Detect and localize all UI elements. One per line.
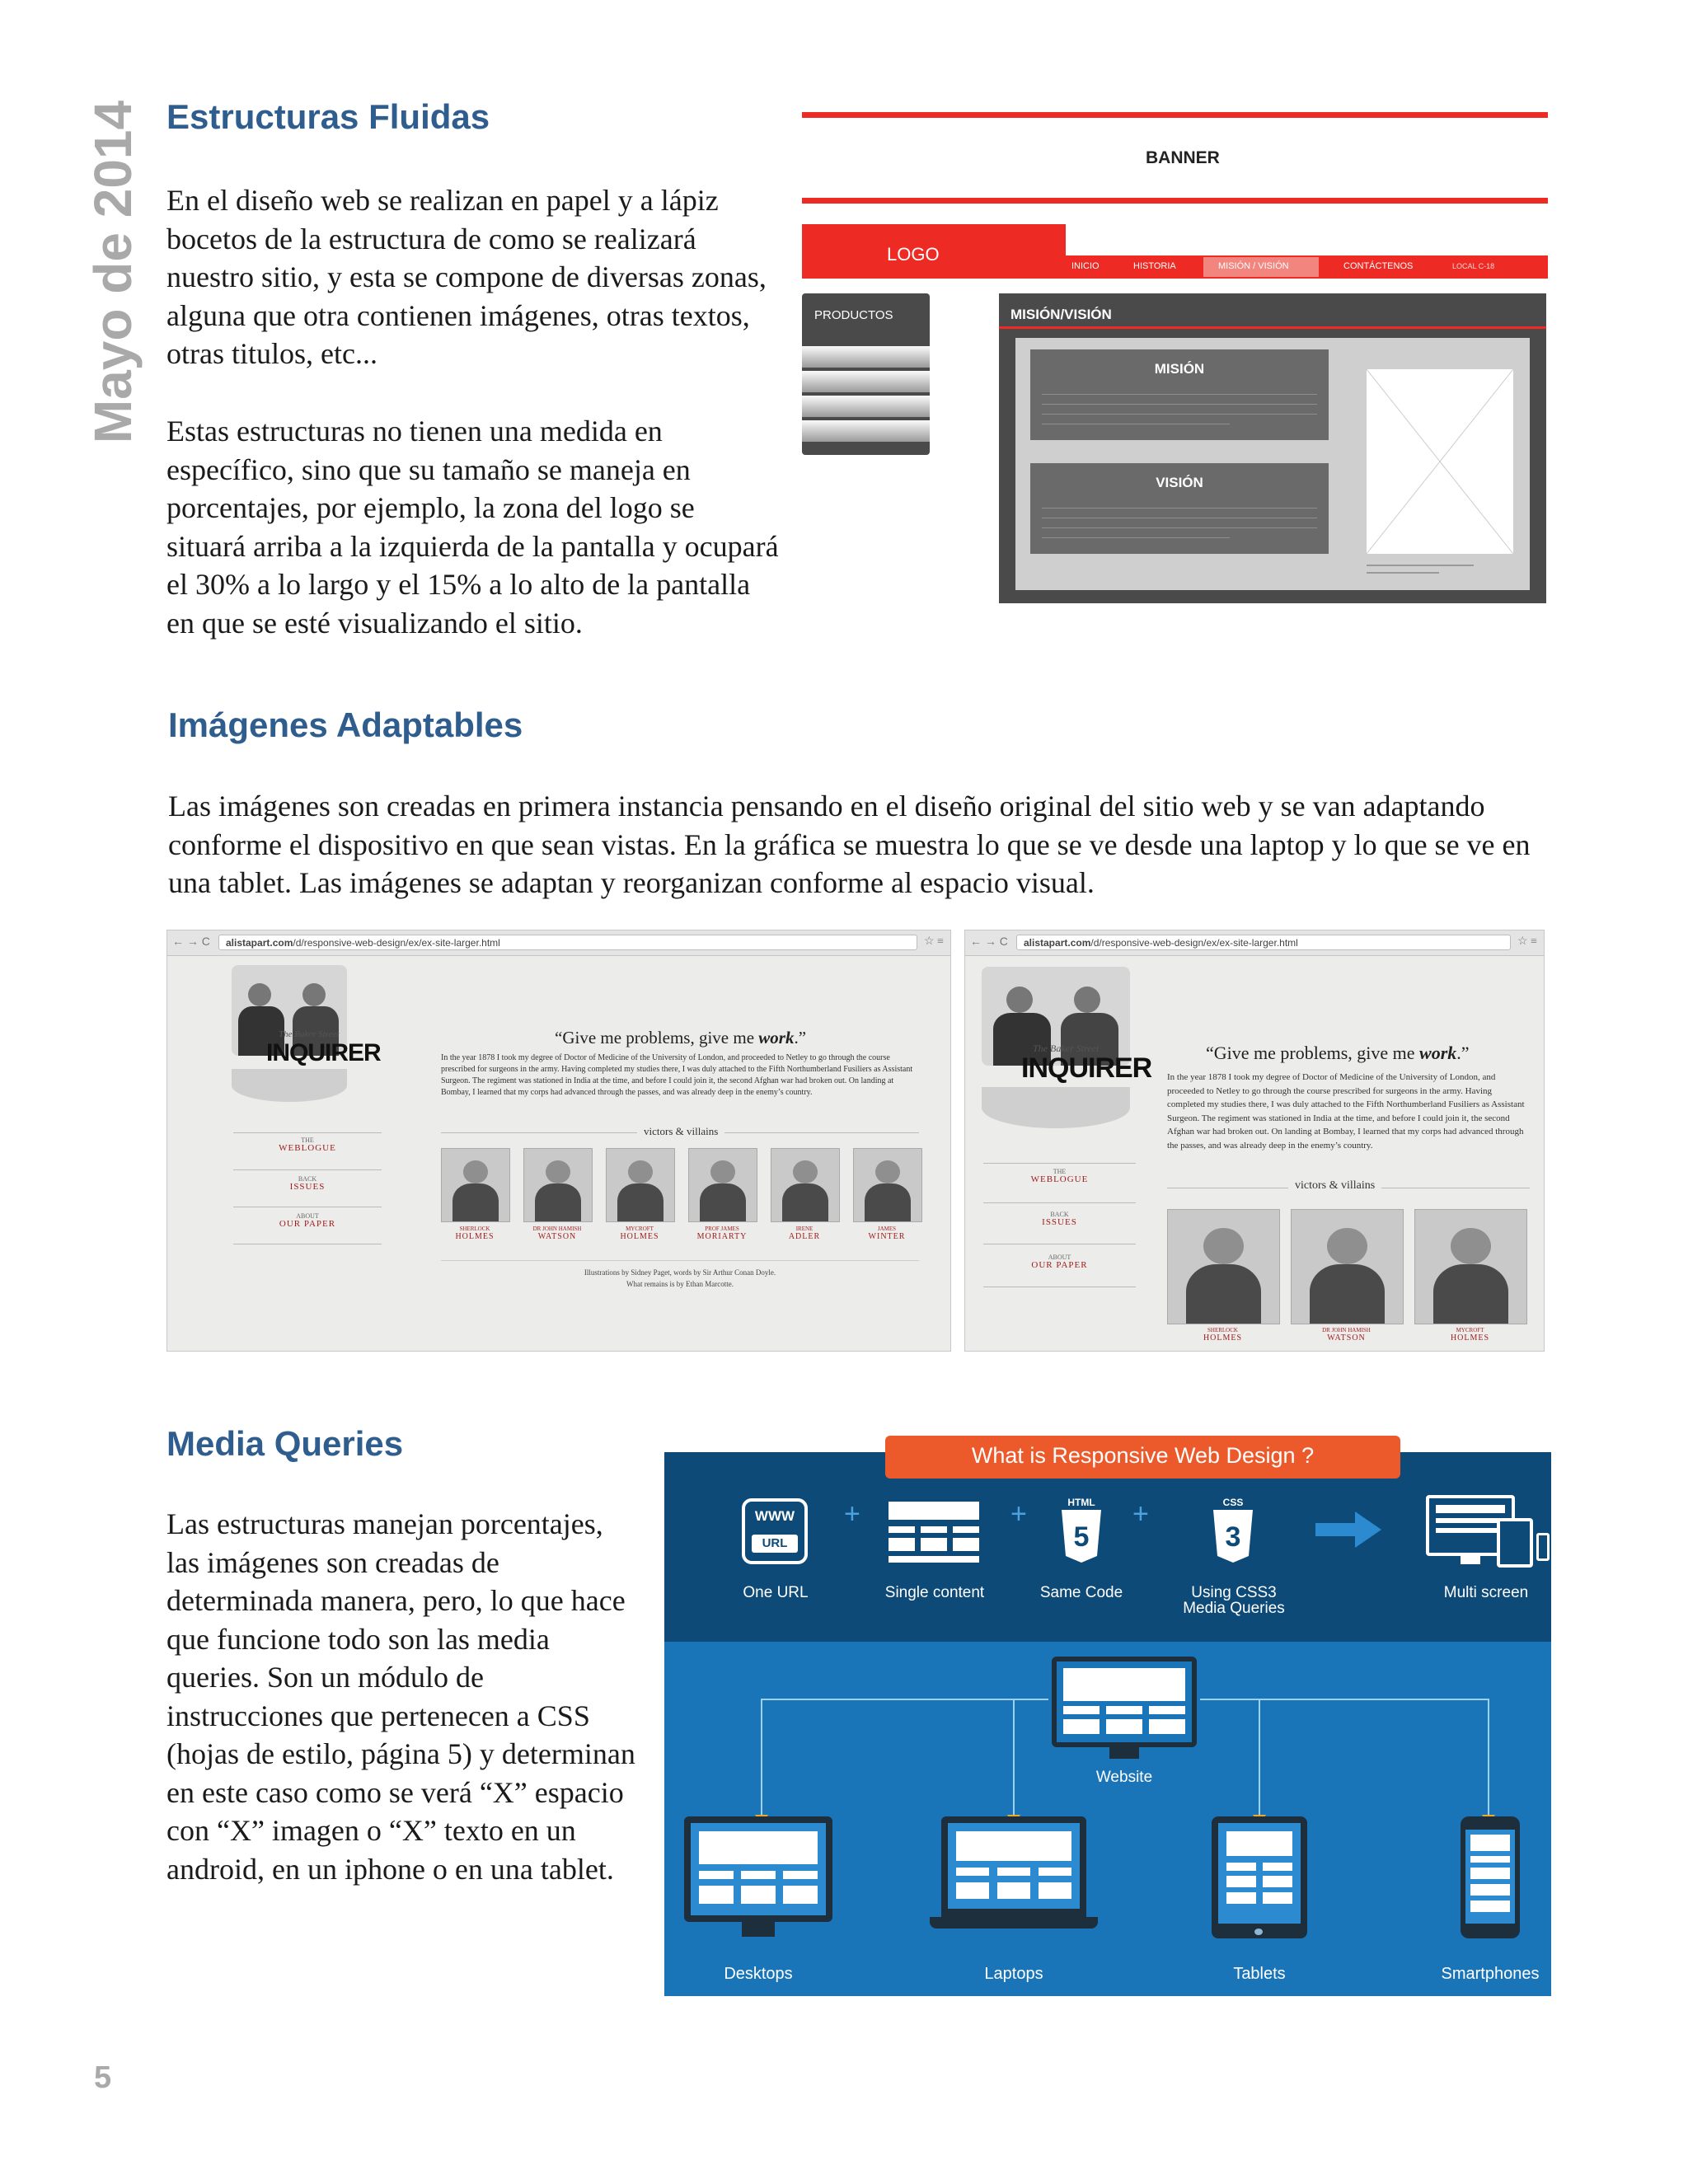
heading-estructuras-fluidas: Estructuras Fluidas xyxy=(166,97,490,136)
browser-toolbar-2 xyxy=(965,930,1544,956)
char-small-3[interactable]: MYCROFT xyxy=(626,1226,654,1232)
browser-url-bar xyxy=(218,935,917,950)
wireframe-diagram xyxy=(799,107,1550,610)
nav-extra: LOCAL C-18 xyxy=(1452,262,1495,270)
productos-row-2 xyxy=(802,371,930,392)
browser-toolbar xyxy=(167,930,950,956)
browser-menu-icon: ☆ ≡ xyxy=(924,935,944,948)
laptop-icon xyxy=(941,1816,1086,1917)
masthead-chair-2 xyxy=(982,1087,1130,1128)
panel-title-line xyxy=(999,326,1546,329)
rwd-infographic xyxy=(664,1443,1551,1996)
sidebar-date-text: Mayo de 2014 xyxy=(83,100,143,444)
tablet-nav-weblogue[interactable]: WEBLOGUE xyxy=(1030,1174,1089,1184)
vision-label: VISIÓN xyxy=(1156,475,1203,490)
plus-icon-2: + xyxy=(1010,1498,1027,1530)
browser-menu-icon-2: ☆ ≡ xyxy=(1517,935,1537,948)
tablet-quote: “Give me problems, give me work.” xyxy=(1206,1043,1470,1063)
portrait-5 xyxy=(771,1148,840,1222)
char-big-1[interactable]: HOLMES xyxy=(455,1232,495,1241)
char-big-6[interactable]: WINTER xyxy=(868,1232,906,1241)
tablet-nav-small-1[interactable]: THE xyxy=(1053,1168,1067,1175)
sidebar-date xyxy=(83,100,143,444)
productos-label: PRODUCTOS xyxy=(814,308,893,322)
vision-box xyxy=(1030,463,1329,554)
logo-label: LOGO xyxy=(887,244,940,265)
nav-small-2[interactable]: BACK xyxy=(298,1175,317,1183)
site-name: INQUIRER xyxy=(266,1039,381,1066)
char-big-2[interactable]: WATSON xyxy=(537,1232,577,1241)
smartphone-icon xyxy=(1461,1816,1520,1938)
nav-item-mision: MISIÓN / VISIÓN xyxy=(1218,261,1289,271)
banner-bottom-line xyxy=(802,198,1548,204)
label-desktops: Desktops xyxy=(724,1965,793,1983)
char-small-2[interactable]: DR JOHN HAMISH xyxy=(532,1226,582,1232)
portrait-6 xyxy=(853,1148,922,1222)
nav-small-3[interactable]: ABOUT xyxy=(296,1212,319,1220)
label-css3: Using CSS3 xyxy=(1191,1584,1277,1601)
banner-top-line xyxy=(802,112,1548,118)
nav-our-paper[interactable]: OUR PAPER xyxy=(279,1219,336,1229)
svg-text:5: 5 xyxy=(1073,1521,1090,1553)
portrait-2 xyxy=(523,1148,593,1222)
char-small-6[interactable]: JAMES xyxy=(877,1226,897,1232)
tablet-subtitle: victors & villains xyxy=(1288,1179,1381,1193)
tablet-char-small-2[interactable]: DR JOHN HAMISH xyxy=(1322,1327,1371,1333)
portrait-1 xyxy=(441,1148,510,1222)
browser-url-bar-2 xyxy=(1016,935,1511,950)
plus-icon-3: + xyxy=(1132,1498,1149,1530)
tablet-nav-our-paper[interactable]: OUR PAPER xyxy=(1031,1260,1088,1270)
heading-media-queries: Media Queries xyxy=(166,1424,404,1463)
portrait-3 xyxy=(606,1148,675,1222)
url-domain-2: alistapart.com xyxy=(1024,937,1091,949)
label-multi-screen: Multi screen xyxy=(1443,1584,1529,1601)
url-path-2: /d/responsive-web-design/ex/ex-site-larger.html xyxy=(1090,937,1298,949)
nav-item-historia: HISTORIA xyxy=(1133,261,1176,271)
paragraph-estructuras-2: Estas estructuras no tienen una medida en específico, sino que su tamaño se maneja en porcentajes, por ejemplo, la zona del logo se situará arriba a la izquierda de la pantalla y ocupará el 30% a lo largo y el 15% a lo alto de la pantalla en que se esté visualizando el sitio. xyxy=(166,415,779,640)
caption-line-2 xyxy=(1367,572,1439,574)
productos-row-1 xyxy=(802,346,930,368)
portrait-4 xyxy=(688,1148,757,1222)
nav-small-1[interactable]: THE xyxy=(301,1137,314,1144)
subtitle: victors & villains xyxy=(637,1125,724,1138)
tablet-article-body: In the year 1878 I took my degree of Doctor of Medicine of the University of London, and proceeded to Netley to go through the course prescribed for surgeons in the army. Having completed my studies there, I was duly attached to the Fifth Northumberland Fusiliers as Assistant Surgeon. The regiment was stationed in India at the time, and before I could join it, the second Afghan war had broken out. On landing at Bombay, I learned that my corps had advanced through the passes, and was already deep in the enemy’s country. xyxy=(1167,1072,1525,1151)
rwd-title: What is Responsive Web Design ? xyxy=(971,1443,1315,1468)
css-badge: CSS xyxy=(1222,1497,1244,1508)
label-tablets: Tablets xyxy=(1233,1965,1286,1983)
plus-icon-1: + xyxy=(844,1498,860,1530)
html-badge: HTML xyxy=(1067,1497,1095,1508)
tablet-home-button xyxy=(1254,1929,1263,1935)
tablet-portrait-2 xyxy=(1291,1209,1404,1324)
mision-label: MISIÓN xyxy=(1154,361,1205,377)
image-placeholder xyxy=(1367,369,1513,554)
char-big-4[interactable]: MORIARTY xyxy=(696,1232,748,1241)
masthead-chair xyxy=(232,1069,347,1102)
url-badge: URL xyxy=(752,1535,798,1553)
char-small-1[interactable]: SHERLOCK xyxy=(459,1226,490,1232)
browser-nav-icons-2: ← → C xyxy=(970,935,1008,948)
tablet-char-big-1[interactable]: HOLMES xyxy=(1203,1333,1243,1343)
paragraph-media-queries: Las estructuras manejan porcentajes, las imágenes son creadas de determinada manera, pero, lo que hace que funcione todo son las media queries. Son un módulo de instrucciones que pertenecen a CSS (hojas de estilo, página 5) y determinan en este caso como se verá “X” espacio con “X” imagen o “X” texto en un android, en un iphone o en una tablet. xyxy=(166,1507,635,1886)
label-website: Website xyxy=(1095,1769,1153,1786)
char-small-4[interactable]: PROF JAMES xyxy=(705,1226,739,1232)
page-number: 5 xyxy=(94,2060,112,2095)
label-single-content: Single content xyxy=(884,1584,985,1601)
nav-item-contactenos: CONTÁCTENOS xyxy=(1343,261,1414,271)
tablet-nav-small-3[interactable]: ABOUT xyxy=(1048,1254,1071,1261)
tablet-portrait-1 xyxy=(1167,1209,1280,1324)
desktop-icon xyxy=(684,1816,832,1922)
label-media-queries: Media Queries xyxy=(1183,1600,1285,1617)
tablet-screenshot xyxy=(964,930,1545,1352)
article-body: In the year 1878 I took my degree of Doctor of Medicine of the University of London, and proceeded to Netley to go through the course prescribed for surgeons in the army. Having completed my studies there, I was duly attached to the Fifth Northumberland Fusiliers as Assistant Surgeon. The regiment was stationed in India at the time, and before I could join it, the second Afghan war had broken out. On landing at Bombay, I learned that my corps had advanced through the passes, and was already deep in the enemy’s country. xyxy=(441,1053,913,1097)
tablet-nav-issues[interactable]: ISSUES xyxy=(1042,1217,1077,1227)
char-big-5[interactable]: ADLER xyxy=(788,1232,821,1241)
desktop-stand xyxy=(742,1922,775,1937)
char-small-5[interactable]: IRENE xyxy=(795,1226,814,1232)
tablet-char-big-2[interactable]: WATSON xyxy=(1327,1333,1366,1343)
site-kicker-2: The Baker Street xyxy=(1033,1043,1100,1054)
nav-issues[interactable]: ISSUES xyxy=(289,1182,326,1192)
tablet-char-big-3[interactable]: HOLMES xyxy=(1450,1333,1490,1343)
url-path: /d/responsive-web-design/ex/ex-site-larger.html xyxy=(293,937,500,949)
mision-box xyxy=(1030,349,1329,440)
tablet-char-small-1[interactable]: SHERLOCK xyxy=(1207,1327,1238,1333)
quote: “Give me problems, give me work.” xyxy=(555,1028,807,1047)
nav-weblogue[interactable]: WEBLOGUE xyxy=(279,1143,336,1153)
svg-text:3: 3 xyxy=(1225,1521,1241,1553)
tablet-icon xyxy=(1212,1816,1307,1938)
www-label: WWW xyxy=(754,1508,795,1524)
tablet-char-small-3[interactable]: MYCROFT xyxy=(1456,1327,1484,1333)
char-big-3[interactable]: HOLMES xyxy=(620,1232,659,1241)
label-laptops: Laptops xyxy=(984,1965,1043,1983)
browser-nav-icons: ← → C xyxy=(172,935,210,948)
nav-item-inicio: INICIO xyxy=(1071,261,1100,271)
laptop-screenshot xyxy=(166,930,951,1352)
footer-credits-2: What remains is by Ethan Marcotte. xyxy=(626,1280,734,1288)
tablet-nav-small-2[interactable]: BACK xyxy=(1050,1211,1069,1218)
laptop-base xyxy=(930,1917,1098,1929)
footer-credits-1: Illustrations by Sidney Paget, words by Sir Arthur Conan Doyle. xyxy=(584,1268,776,1277)
label-same-code: Same Code xyxy=(1039,1584,1123,1601)
productos-row-3 xyxy=(802,396,930,417)
heading-imagenes-adaptables: Imágenes Adaptables xyxy=(168,705,523,744)
url-domain: alistapart.com xyxy=(226,937,293,949)
paragraph-estructuras-1: En el diseño web se realizan en papel y a lápiz bocetos de la estructura de como se realizará nuestro sitio, y esta se compone de diversas zonas, alguna que otra contienen imágenes, otras textos, otras titulos, etc... xyxy=(166,184,767,370)
paragraph-imagenes: Las imágenes son creadas en primera instancia pensando en el diseño original del sitio web y se van adaptando conforme el dispositivo en que sean vistas. En la gráfica se muestra lo que se ve desde una laptop y lo que se ve en una tablet. Las imágenes se adaptan y reorganizan conforme al espacio visual. xyxy=(168,790,1531,899)
site-name-2: INQUIRER xyxy=(1021,1052,1152,1084)
banner-label: BANNER xyxy=(1146,148,1220,167)
tablet-portrait-3 xyxy=(1414,1209,1527,1324)
site-kicker: The Baker Street xyxy=(279,1029,340,1039)
productos-row-4 xyxy=(802,420,930,442)
label-one-url: One URL xyxy=(743,1584,809,1601)
caption-line-1 xyxy=(1367,565,1474,566)
label-smartphones: Smartphones xyxy=(1441,1965,1540,1983)
panel-title: MISIÓN/VISIÓN xyxy=(1010,307,1112,322)
